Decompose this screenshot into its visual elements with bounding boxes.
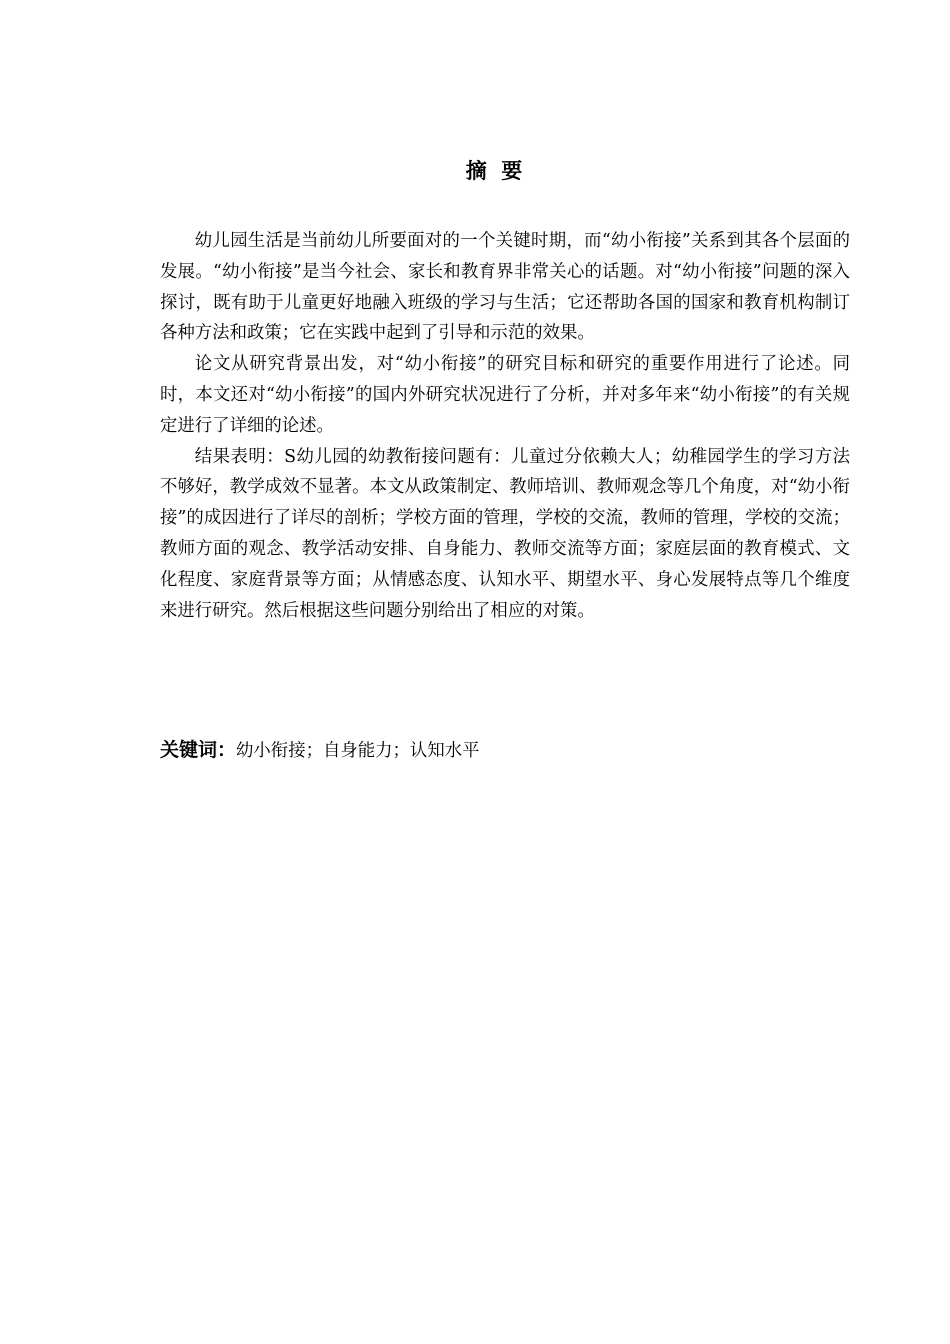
keywords-text: 幼小衔接；自身能力；认知水平 bbox=[236, 741, 480, 761]
keywords-line bbox=[160, 735, 850, 766]
abstract-paragraph-2: 论文从研究背景出发，对“幼小衔接”的研究目标和研究的重要作用进行了论述。同时，本文还对“幼小衔接”的国内外研究状况进行了分析，并对多年来“幼小衔接”的有关规定进行了详细的论述。 bbox=[160, 354, 850, 436]
abstract-title: 摘 要 bbox=[465, 158, 523, 183]
abstract-paragraph-3: 结果表明：S幼儿园的幼教衔接问题有：儿童过分依赖大人；幼稚园学生的学习方法不够好，教学成效不显著。本文从政策制定、教师培训、教师观念等几个角度，对“幼小衔接”的成因进行了详尽的剖析；学校方面的管理，学校的交流，教师的管理，学校的交流；教师方面的观念、教学活动安排、自身能力、教师交流等方面；家庭层面的教育模式、文化程度、家庭背景等方面；从情感态度、认知水平、期望水平、身心发展特点等几个维度来进行研究。然后根据这些问题分别给出了相应的对策。 bbox=[160, 446, 850, 621]
abstract-paragraph-1: 幼儿园生活是当前幼儿所要面对的一个关键时期，而“幼小衔接”关系到其各个层面的发展。“幼小衔接”是当今社会、家长和教育界非常关心的话题。对“幼小衔接”问题的深入探讨，既有助于儿童更好地融入班级的学习与生活；它还帮助各国的国家和教育机构制订各种方法和政策；它在实践中起到了引导和示范的效果。 bbox=[160, 231, 850, 344]
abstract-body bbox=[160, 226, 850, 626]
keywords-label: 关键词： bbox=[160, 739, 237, 761]
